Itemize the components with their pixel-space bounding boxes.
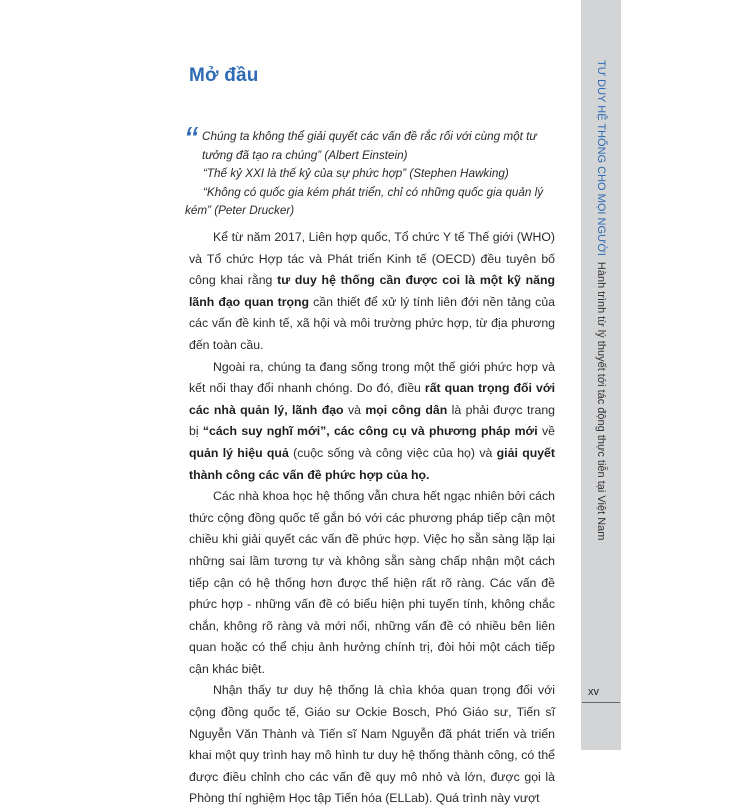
open-quote-icon: “ [184, 120, 197, 162]
page-number-rule [582, 702, 620, 703]
text-run: là phải được trang bị [189, 402, 555, 439]
page-number: xv [588, 686, 599, 698]
bold-run: mọi công dân [365, 402, 448, 417]
text-run: Ngoài ra, chúng ta đang sống trong một thế giới phức hợp và kết nối thay đổi nhanh chóng. Do đó, điều [189, 359, 555, 396]
bold-run: tư duy hệ thống cần được coi là một kỹ năng lãnh đạo quan trọng [189, 273, 555, 309]
book-title: TƯ DUY HỆ THỐNG CHO MỌI NGƯỜI [595, 60, 607, 256]
text-run: về [537, 424, 556, 439]
bold-run: giải quyết thành công các vấn đề phức hợp của họ. [189, 445, 555, 482]
paragraph-2 [189, 357, 555, 487]
text-run: Kể từ năm 2017, Liên hợp quốc, Tổ chức Y tế Thế giới (WHO) và Tổ chức Hợp tác và Phát triển Kinh tế (OECD) đều tuyên bố công khai rằng [189, 230, 555, 288]
quote-einstein: Chúng ta không thể giải quyết các vấn đề rắc rối với cùng một tư tưởng đã tạo ra chúng” (Albert Einstein) [202, 130, 537, 162]
epigraph-quotes [185, 128, 555, 221]
quote-drucker: “Không có quốc gia kém phát triển, chỉ có những quốc gia quản lý kém” (Peter Drucker) [185, 185, 544, 217]
paragraph-1 [189, 227, 555, 357]
bold-run: quản lý hiệu quả [189, 445, 289, 460]
quote-hawking: “Thế kỷ XXI là thế kỷ của sự phức hợp” (Stephen Hawking) [203, 167, 509, 180]
bold-run: rất quan trọng đối với các nhà quản lý, lãnh đạo [189, 381, 555, 417]
text-run: (cuộc sống và công việc của họ) và [288, 445, 497, 460]
book-subtitle: Hành trình từ lý thuyết tới tác động thực tiễn tại Việt Nam [595, 261, 607, 541]
paragraph-4: Nhận thấy tư duy hệ thống là chìa khóa quan trọng đối với cộng đồng quốc tế, Giáo sư Ockie Bosch, Phó Giáo sư, Tiến sĩ Nguyễn Văn Thành và Tiến sĩ Nam Nguyễn đã phát triển và triển khai một quy trình hay mô hình tư duy hệ thống thành công, có thể được điều chỉnh cho các vấn đề quy mô nhỏ và lớn, được gọi là Phòng thí nghiệm Học tập Tiến hóa (ELLab). Quá trình này vượt [189, 683, 555, 806]
body-text [189, 227, 555, 810]
text-run: và [343, 402, 366, 417]
text-run: cần thiết để xử lý tính liên đới nền tảng của các vấn đề kinh tế, xã hội và môi trường phức hợp, từ địa phương đến toàn cầu. [189, 294, 556, 352]
bold-run: “cách suy nghĩ mới”, các công cụ và phương pháp mới [202, 424, 538, 439]
spine-text [584, 60, 618, 700]
chapter-heading: Mở đầu [189, 65, 259, 86]
paragraph-3: Các nhà khoa học hệ thống vẫn chưa hết ngạc nhiên bởi cách thức cộng đồng quốc tế gắn bó với các phương pháp tiếp cận một chiều khi giải quyết các vấn đề phức hợp. Việc họ sẵn sàng lặp lại những sai lầm tương tự và không sẵn sàng chấp nhận một cách tiếp cận có hệ thống hơn được thể hiện rất rõ ràng. Các vấn đề phức hợp - những vấn đề có biểu hiện phi tuyến tính, không chắc chắn, không rõ ràng và mới nổi, những vấn đề có nhiều bên liên quan hoặc có thể chịu ảnh hưởng chính trị, đòi hỏi một cách tiếp cận khác biệt. [189, 489, 555, 676]
